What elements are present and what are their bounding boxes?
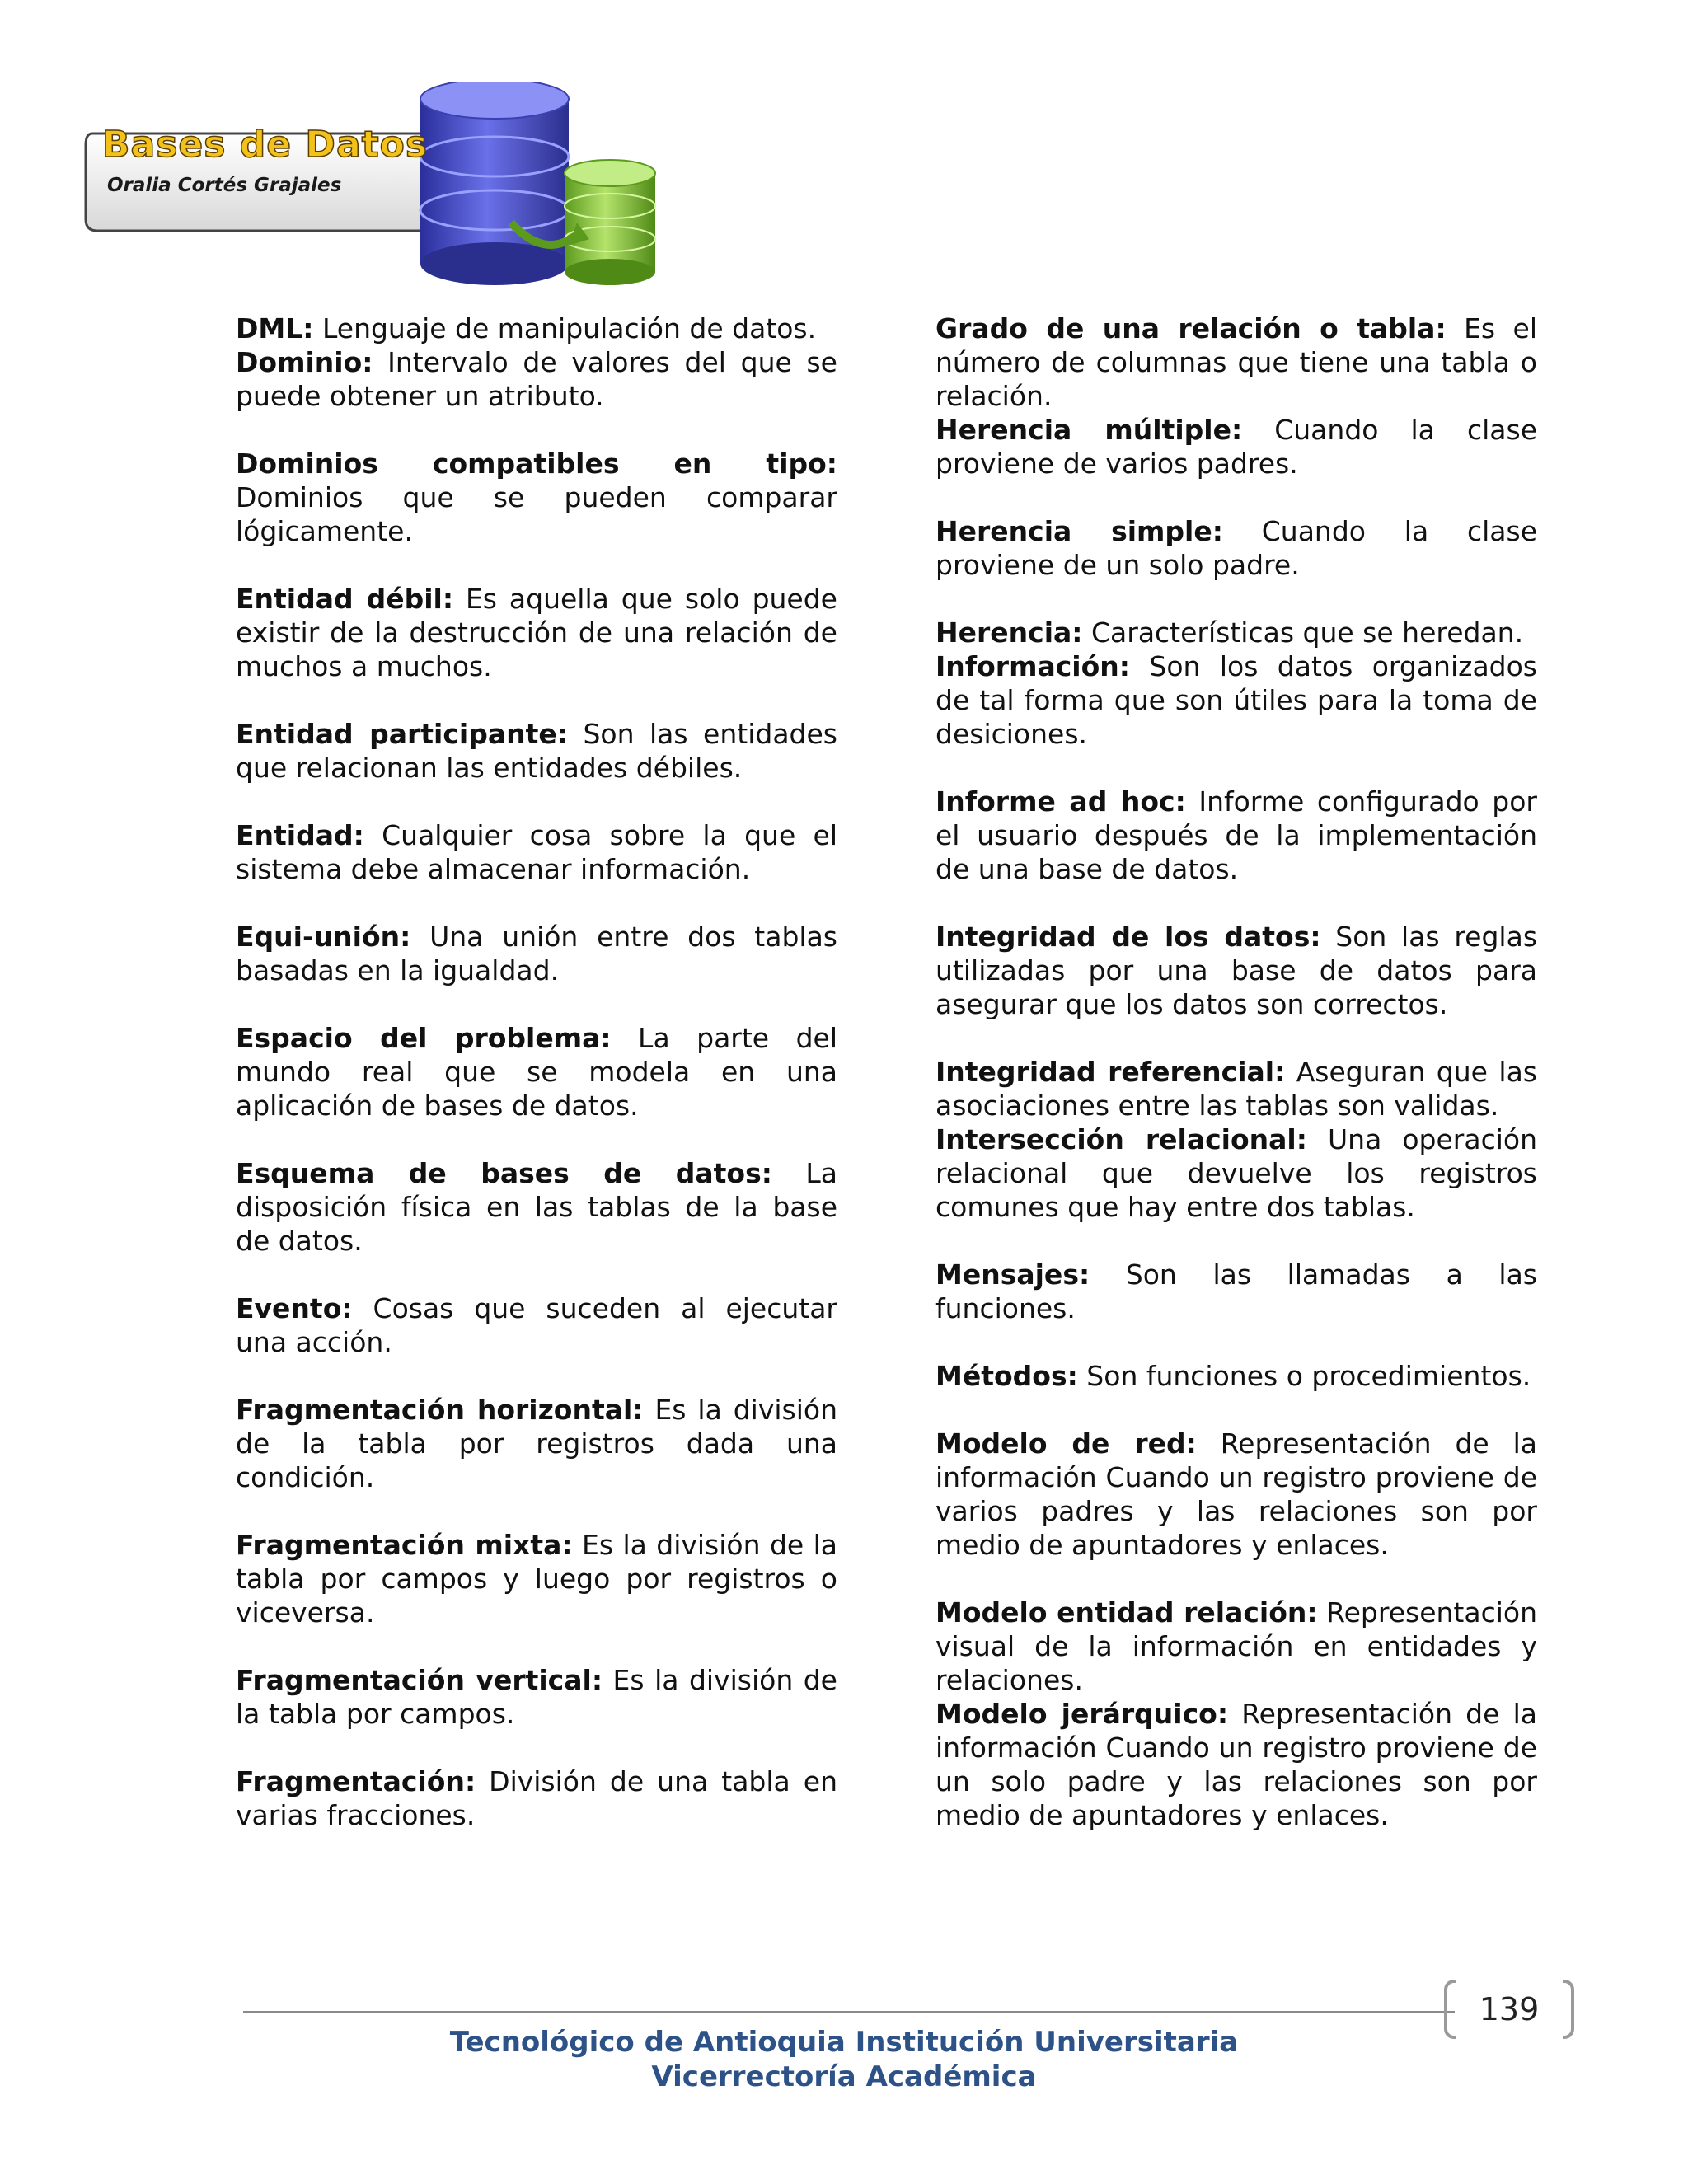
glossary-entry	[236, 447, 837, 548]
glossary-term: Fragmentación mixta:	[236, 1529, 573, 1561]
glossary-entry	[935, 413, 1537, 480]
glossary-term: Métodos:	[935, 1360, 1078, 1392]
glossary-term: Modelo entidad relación:	[935, 1596, 1318, 1629]
glossary-definition: Cosas que suceden al ejecutar una acción.	[236, 1292, 837, 1358]
glossary-term: Modelo jerárquico:	[935, 1698, 1229, 1730]
glossary-term: Grado de una relación o tabla:	[935, 312, 1447, 344]
glossary-entry	[935, 1055, 1537, 1122]
glossary-term: Evento:	[236, 1292, 353, 1324]
glossary-entry	[236, 1765, 837, 1832]
glossary-term: Fragmentación horizontal:	[236, 1394, 644, 1426]
glossary-term: Herencia:	[935, 616, 1083, 649]
glossary-entry	[935, 1427, 1537, 1562]
glossary-term: Equi-unión:	[236, 921, 411, 953]
footer-institution: Tecnológico de Antioquia Institución Universitaria	[449, 2026, 1239, 2059]
glossary-definition: Es la división de la tabla por registros dada una condición.	[236, 1394, 837, 1493]
glossary-definition: Es aquella que solo puede existir de la destrucción de una relación de muchos a muchos.	[236, 583, 837, 682]
glossary-definition: División de una tabla en varias fracciones.	[236, 1765, 837, 1831]
glossary-term: Fragmentación vertical:	[236, 1664, 603, 1696]
glossary-definition: Una operación relacional que devuelve los registros comunes que hay entre dos tablas.	[935, 1123, 1537, 1223]
glossary-entry	[935, 1697, 1537, 1832]
glossary-term: Herencia múltiple:	[935, 414, 1243, 446]
footer-divider	[243, 2011, 1455, 2013]
glossary-term: Mensajes:	[935, 1258, 1090, 1291]
glossary-definition: Lenguaje de manipulación de datos.	[313, 312, 817, 344]
glossary-definition: Informe configurado por el usuario después de la implementación de una base de datos.	[935, 785, 1537, 885]
glossary-term: Dominios compatibles en tipo:	[236, 448, 837, 480]
logo-title: Bases de Datos	[102, 124, 429, 166]
glossary-entry	[236, 717, 837, 785]
glossary-definition: Es el número de columnas que tiene una tabla o relación.	[935, 312, 1538, 412]
glossary-definition: Es la división de la tabla por campos.	[236, 1664, 837, 1730]
glossary-entry	[935, 649, 1537, 751]
glossary-entry	[236, 582, 837, 683]
glossary-definition: Intervalo de valores del que se puede obtener un atributo.	[236, 346, 837, 412]
glossary-left-column	[236, 312, 837, 1866]
glossary-term: Intersección relacional:	[935, 1123, 1307, 1155]
glossary-definition: Representación de la información Cuando un registro proviene de varios padres y las relaciones son por medio de apuntadores y enlaces.	[935, 1427, 1537, 1561]
glossary-definition: Son las reglas utilizadas por una base de datos para asegurar que los datos son correctos.	[935, 921, 1538, 1020]
glossary-entry	[236, 312, 837, 345]
glossary-definition: Cuando la clase proviene de un solo padre.	[935, 515, 1537, 581]
glossary-term: Integridad de los datos:	[935, 921, 1321, 953]
glossary-definition: Dominios que se pueden comparar lógicamente.	[236, 481, 837, 547]
page-number: 139	[1479, 1991, 1540, 2027]
glossary-term: Esquema de bases de datos:	[236, 1157, 772, 1189]
glossary-right-column	[935, 312, 1537, 1866]
glossary-entry	[236, 818, 837, 886]
glossary-term: Integridad referencial:	[935, 1056, 1286, 1088]
glossary-entry	[236, 1528, 837, 1629]
glossary-entry	[236, 1291, 837, 1359]
glossary-term: Modelo de red:	[935, 1427, 1197, 1460]
glossary-definition: La disposición física en las tablas de la base de datos.	[236, 1157, 837, 1257]
glossary-entry	[935, 1596, 1537, 1697]
glossary-term: Entidad participante:	[236, 718, 568, 750]
glossary-definition: Representación de la información Cuando un registro proviene de un solo padre y las relaciones son por medio de apuntadores y enlaces.	[935, 1698, 1537, 1831]
glossary-definition: Son los datos organizados de tal forma que son útiles para la toma de desiciones.	[935, 650, 1537, 750]
glossary-entry	[236, 920, 837, 987]
glossary-entry	[935, 785, 1537, 886]
glossary-term: Informe ad hoc:	[935, 785, 1186, 818]
logo-author: Oralia Cortés Grajales	[107, 175, 342, 196]
glossary-entry	[935, 1359, 1537, 1393]
glossary-entry	[236, 1663, 837, 1731]
glossary-definition: Cuando la clase proviene de varios padres.	[935, 414, 1537, 480]
footer-department: Vicerrectoría Académica	[651, 2060, 1037, 2093]
glossary-term: Espacio del problema:	[236, 1022, 612, 1054]
glossary-entry	[935, 1258, 1537, 1325]
header-logo	[82, 82, 676, 288]
glossary-entry	[236, 1156, 837, 1258]
glossary-entry	[935, 920, 1537, 1021]
glossary-definition: Son las llamadas a las funciones.	[935, 1258, 1537, 1324]
glossary-entry	[236, 1021, 837, 1122]
glossary-entry	[236, 345, 837, 413]
glossary-definition: Características que se heredan.	[1082, 616, 1524, 649]
glossary-term: Entidad débil:	[236, 583, 454, 615]
glossary-entry	[935, 312, 1537, 413]
glossary-definition: Representación visual de la información en entidades y relaciones.	[935, 1596, 1537, 1696]
glossary-term: Dominio:	[236, 346, 373, 378]
glossary-definition: Cualquier cosa sobre la que el sistema debe almacenar información.	[236, 819, 837, 885]
glossary-entry	[935, 616, 1537, 649]
glossary-term: DML:	[236, 312, 314, 344]
glossary-definition: La parte del mundo real que se modela en una aplicación de bases de datos.	[236, 1022, 837, 1122]
glossary-term: Herencia simple:	[935, 515, 1223, 547]
glossary-entry	[935, 514, 1537, 582]
glossary-entry	[236, 1393, 837, 1494]
glossary-term: Fragmentación:	[236, 1765, 476, 1797]
glossary-term: Información:	[935, 650, 1130, 682]
glossary-definition: Aseguran que las asociaciones entre las tablas son validas.	[935, 1056, 1537, 1122]
glossary-definition: Son funciones o procedimientos.	[1077, 1360, 1531, 1392]
glossary-term: Entidad:	[236, 819, 364, 851]
glossary-definition: Una unión entre dos tablas basadas en la igualdad.	[236, 921, 837, 987]
glossary-definition: Son las entidades que relacionan las entidades débiles.	[236, 718, 837, 784]
glossary-definition: Es la división de la tabla por campos y luego por registros o viceversa.	[236, 1529, 837, 1629]
glossary-entry	[935, 1122, 1537, 1224]
